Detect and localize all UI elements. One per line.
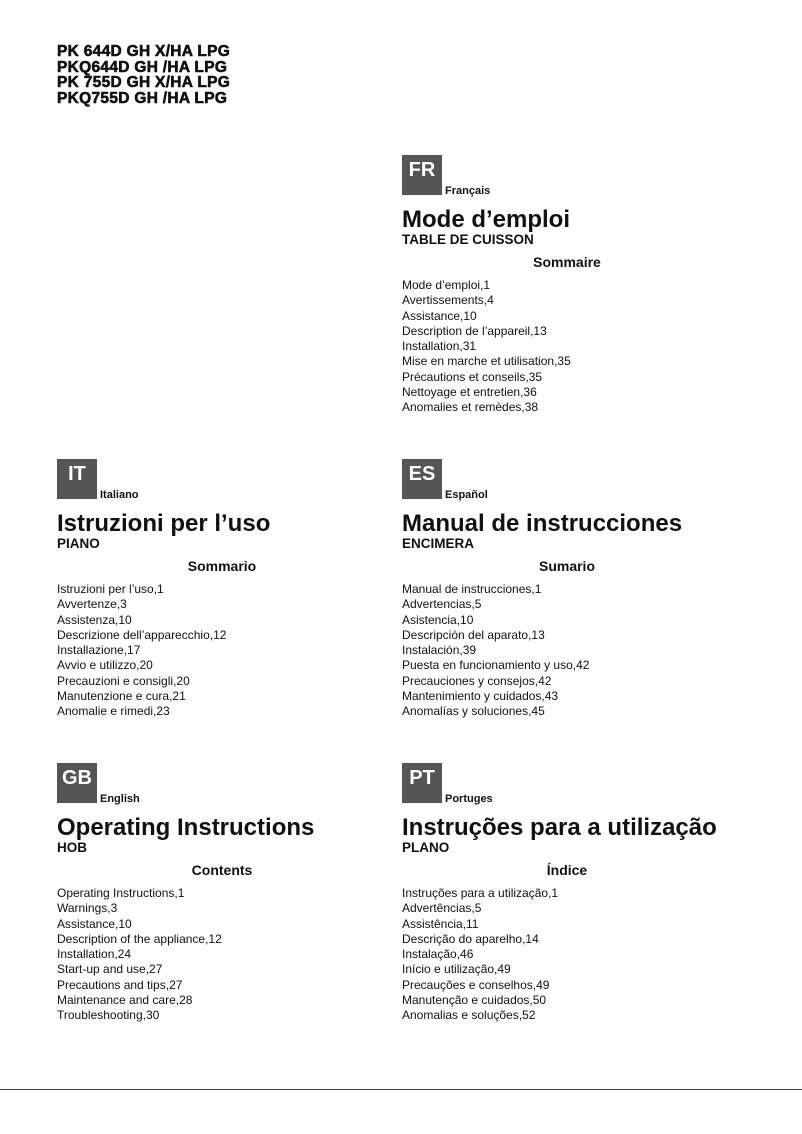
contents-item: Troubleshooting,30 [57, 1008, 160, 1023]
contents-item: Mantenimiento y cuidados,43 [402, 689, 559, 704]
model-name: PKQ755D GH /HA LPG [57, 89, 228, 107]
section-subtitle: TABLE DE CUISSON [402, 232, 534, 247]
section-title: Instruções para a utilização [402, 814, 717, 841]
section-title: Manual de instrucciones [402, 510, 683, 537]
contents-item: Anomalias e soluções,52 [402, 1008, 536, 1023]
contents-heading: Sumario [538, 558, 595, 574]
contents-item: Installation,24 [57, 947, 132, 962]
contents-item: Manutenção e cuidados,50 [402, 993, 547, 1008]
contents-item: Installazione,17 [57, 643, 141, 658]
contents-item: Início e utilização,49 [402, 962, 511, 977]
contents-item: Avertissements,4 [402, 293, 494, 308]
model-name: PK 755D GH X/HA LPG [57, 74, 231, 91]
footer-divider [0, 1089, 802, 1090]
language-badge [402, 153, 742, 195]
contents-item: Avvertenze,3 [57, 597, 127, 612]
contents-item: Avvio e utilizzo,20 [57, 658, 153, 673]
contents-item: Asistencia,10 [402, 612, 474, 627]
contents-heading: Índice [546, 862, 588, 878]
contents-item: Nettoyage et entretien,36 [402, 385, 537, 400]
contents-list [57, 582, 397, 720]
language-code: IT [57, 459, 97, 499]
contents-item: Description of the appliance,12 [57, 931, 222, 946]
section-subtitle: HOB [57, 840, 87, 855]
contents-item: Instalación,39 [402, 643, 477, 658]
contents-item: Assistência,11 [402, 916, 479, 931]
contents-item: Assistenza,10 [57, 612, 132, 627]
contents-item: Anomalies et remèdes,38 [402, 400, 539, 415]
contents-item: Mise en marche et utilisation,35 [402, 354, 571, 369]
model-name: PKQ644D GH /HA LPG [57, 58, 228, 76]
contents-item: Istruzioni per l’uso,1 [57, 582, 164, 596]
contents-heading: Sommario [187, 558, 257, 574]
contents-heading: Sommaire [533, 254, 601, 270]
contents-item: Puesta en funcionamiento y uso,42 [402, 658, 590, 673]
contents-item: Precauções e conselhos,49 [402, 977, 550, 992]
contents-item: Maintenance and care,28 [57, 993, 193, 1008]
language-name: Portuges [445, 793, 493, 805]
contents-item: Instruções para a utilização,1 [402, 886, 559, 900]
language-section-pt [402, 761, 742, 1024]
contents-heading: Contents [191, 862, 253, 878]
contents-item: Descripción del aparato,13 [402, 627, 545, 642]
contents-item: Manutenzione e cura,21 [57, 689, 186, 704]
contents-list [402, 278, 742, 416]
language-badge [402, 761, 742, 803]
language-section-gb [57, 761, 397, 1024]
contents-item: Precautions and tips,27 [57, 977, 183, 992]
contents-item: Operating Instructions,1 [57, 886, 185, 900]
section-title: Operating Instructions [57, 814, 315, 841]
contents-item: Anomalie e rimedi,23 [57, 704, 170, 719]
language-code: PT [402, 763, 442, 803]
contents-item: Start-up and use,27 [57, 962, 163, 977]
contents-item: Advertências,5 [402, 901, 482, 916]
contents-item: Mode d’emploi,1 [402, 278, 491, 292]
section-title: Istruzioni per l’uso [57, 510, 271, 537]
language-name: Français [445, 185, 491, 197]
contents-item: Instalação,46 [402, 947, 474, 962]
section-subtitle: PIANO [57, 536, 100, 551]
contents-item: Assistance,10 [402, 308, 477, 323]
contents-item: Assistance,10 [57, 916, 132, 931]
contents-list [402, 886, 742, 1024]
contents-item: Advertencias,5 [402, 597, 482, 612]
contents-item: Descrição do aparelho,14 [402, 931, 539, 946]
contents-item: Précautions et conseils,35 [402, 369, 543, 384]
contents-item: Description de l’appareil,13 [402, 323, 547, 338]
language-name: English [100, 793, 140, 805]
contents-item: Installation,31 [402, 339, 477, 354]
contents-item: Precauciones y consejos,42 [402, 673, 552, 688]
contents-item: Precauzioni e consigli,20 [57, 673, 190, 688]
contents-list [402, 582, 742, 720]
language-name: Italiano [100, 489, 139, 501]
section-subtitle: PLANO [402, 840, 450, 855]
language-code: FR [402, 155, 442, 195]
section-subtitle: ENCIMERA [402, 536, 475, 551]
language-section-es [402, 457, 742, 720]
contents-item: Descrizione dell’apparecchio,12 [57, 627, 227, 642]
model-name: PK 644D GH X/HA LPG [57, 43, 231, 60]
contents-list [57, 886, 397, 1024]
contents-item: Manual de instrucciones,1 [402, 582, 542, 596]
contents-item: Warnings,3 [57, 901, 118, 916]
contents-item: Anomalías y soluciones,45 [402, 704, 545, 719]
language-badge [402, 457, 742, 499]
language-section-fr [402, 153, 742, 416]
model-list [57, 44, 230, 106]
language-badge [57, 457, 397, 499]
language-code: GB [57, 763, 97, 803]
section-title: Mode d’emploi [402, 206, 570, 233]
language-name: Español [445, 489, 488, 501]
language-section-it [57, 457, 397, 720]
language-code: ES [402, 459, 442, 499]
language-badge [57, 761, 397, 803]
